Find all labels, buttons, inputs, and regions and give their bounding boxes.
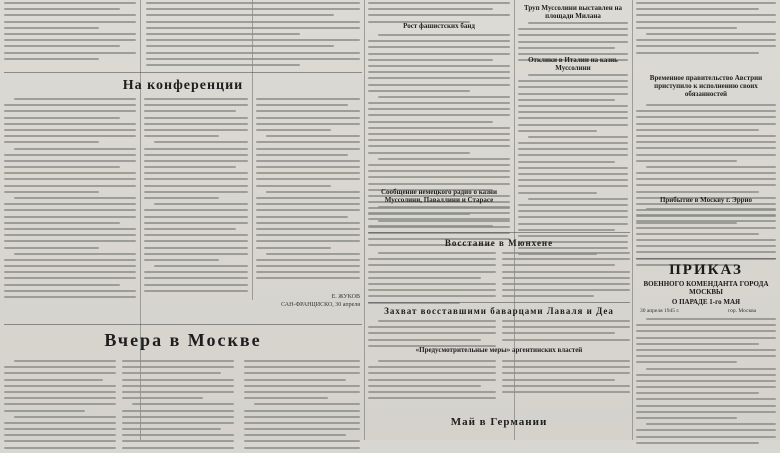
argentina-text-col2 — [502, 360, 630, 397]
argentina-text-col1 — [368, 360, 496, 403]
section-divider — [368, 232, 630, 233]
column-rule — [364, 0, 365, 440]
section-divider — [636, 258, 776, 259]
prikaz-title: ПРИКАЗ — [669, 262, 743, 278]
conference-text-col1 — [4, 98, 136, 302]
moscow-text-col3 — [244, 360, 360, 453]
nazi-bands-headline: Рост фашистских банд — [403, 22, 475, 30]
mussolini-headline: Труп Муссолини выставлен на площади Милана — [523, 4, 623, 20]
signature-zhukov: Е. ЖУКОВ — [331, 294, 360, 300]
bavaria-headline: Захват восставшими баварцами Лаваля и Деа — [384, 306, 614, 316]
bavaria-text-col2 — [502, 320, 630, 345]
moscow-text-col2 — [122, 360, 234, 453]
prikaz-date: 30 апреля 1945 г. — [640, 308, 680, 314]
right-top-text — [636, 2, 776, 58]
prikaz-parade: О ПАРАДЕ 1-го МАЯ — [671, 298, 741, 306]
mussolini-body-headline: Отклики в Италии на казнь Муссолини — [528, 56, 618, 72]
conference-text-col3 — [256, 98, 360, 284]
munich-headline: Восстание в Мюнхене — [444, 238, 554, 248]
prikaz-text — [636, 318, 776, 448]
conference-text-col2 — [144, 98, 248, 296]
moscow-text-col1 — [4, 360, 116, 453]
germany-may-headline: Май в Германии — [450, 416, 548, 428]
column-rule — [632, 0, 633, 440]
signature-dateline: САН-ФРАНЦИСКО, 30 апреля — [281, 302, 360, 308]
munich-text-col1 — [368, 252, 496, 308]
top-text-col2 — [146, 2, 360, 70]
argentina-headline: «Предусмотрительные меры» аргентинских властей — [415, 346, 583, 354]
arrival-headline: Прибытие в Москву г. Эррио — [659, 196, 753, 204]
radio-text — [368, 206, 510, 231]
section-divider — [4, 72, 362, 73]
section-divider — [4, 324, 362, 325]
conference-headline: На конференции — [122, 78, 244, 93]
arrival-text — [636, 208, 776, 270]
austria-headline: Временное правительство Австрии приступило к исполнению своих обязанностей — [649, 74, 763, 98]
prikaz-place: гор. Москва — [728, 308, 757, 314]
section-divider — [368, 302, 630, 303]
munich-text-col2 — [502, 252, 630, 302]
top-text-col1 — [4, 2, 136, 64]
moscow-headline: Вчера в Москве — [104, 330, 262, 350]
radio-headline: Сообщение немецкого радио о казни Муссолини, Паваллини и Старасе — [380, 188, 497, 204]
prikaz-subtitle: ВОЕННОГО КОМЕНДАНТА ГОРОДА МОСКВЫ — [643, 280, 769, 296]
